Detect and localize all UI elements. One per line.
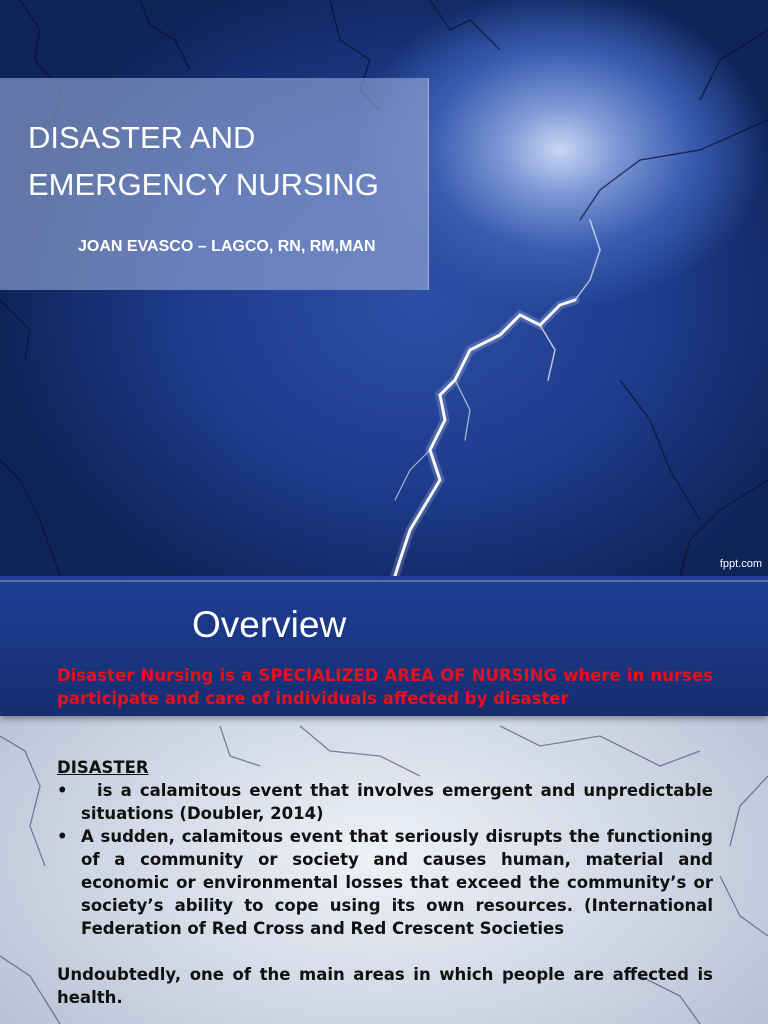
closing-text: Undoubtedly, one of the main areas in which people are affected is health. (57, 965, 713, 1007)
intro-text: Disaster Nursing is a SPECIALIZED AREA OF NURSING where in nurses participate and care of individuals affected by disaster (57, 666, 713, 708)
bullet-dot-icon: • (57, 827, 68, 846)
author-name: JOAN EVASCO – LAGCO, RN, RM,MAN (78, 238, 376, 255)
bullet-item (57, 779, 713, 825)
bullet-text: is a calamitous event that involves emergent and unpredictable situations (Doubler, 2014) (81, 781, 713, 823)
overview-slide (0, 576, 768, 1024)
fppt-watermark: fppt.com (719, 558, 762, 570)
section-heading: DISASTER (57, 758, 149, 777)
title-line-2: EMERGENCY NURSING (28, 167, 379, 202)
bullet-dot-icon: • (57, 781, 68, 800)
title-box (0, 78, 429, 290)
title-line-1: DISASTER AND (28, 120, 256, 155)
bullet-text: A sudden, calamitous event that seriously disrupts the functioning of a community or society and causes human, material and economic or environmental losses that exceed the community’s or society’s ability to cope using its own resources. (International Federation of Red Cross and Red Crescent Societies (81, 827, 713, 938)
content-body (57, 756, 713, 1009)
header-stripe (0, 580, 768, 582)
bullet-list (57, 779, 713, 940)
overview-title: Overview (192, 604, 347, 645)
bullet-item (57, 825, 713, 940)
presentation-title (28, 114, 420, 208)
